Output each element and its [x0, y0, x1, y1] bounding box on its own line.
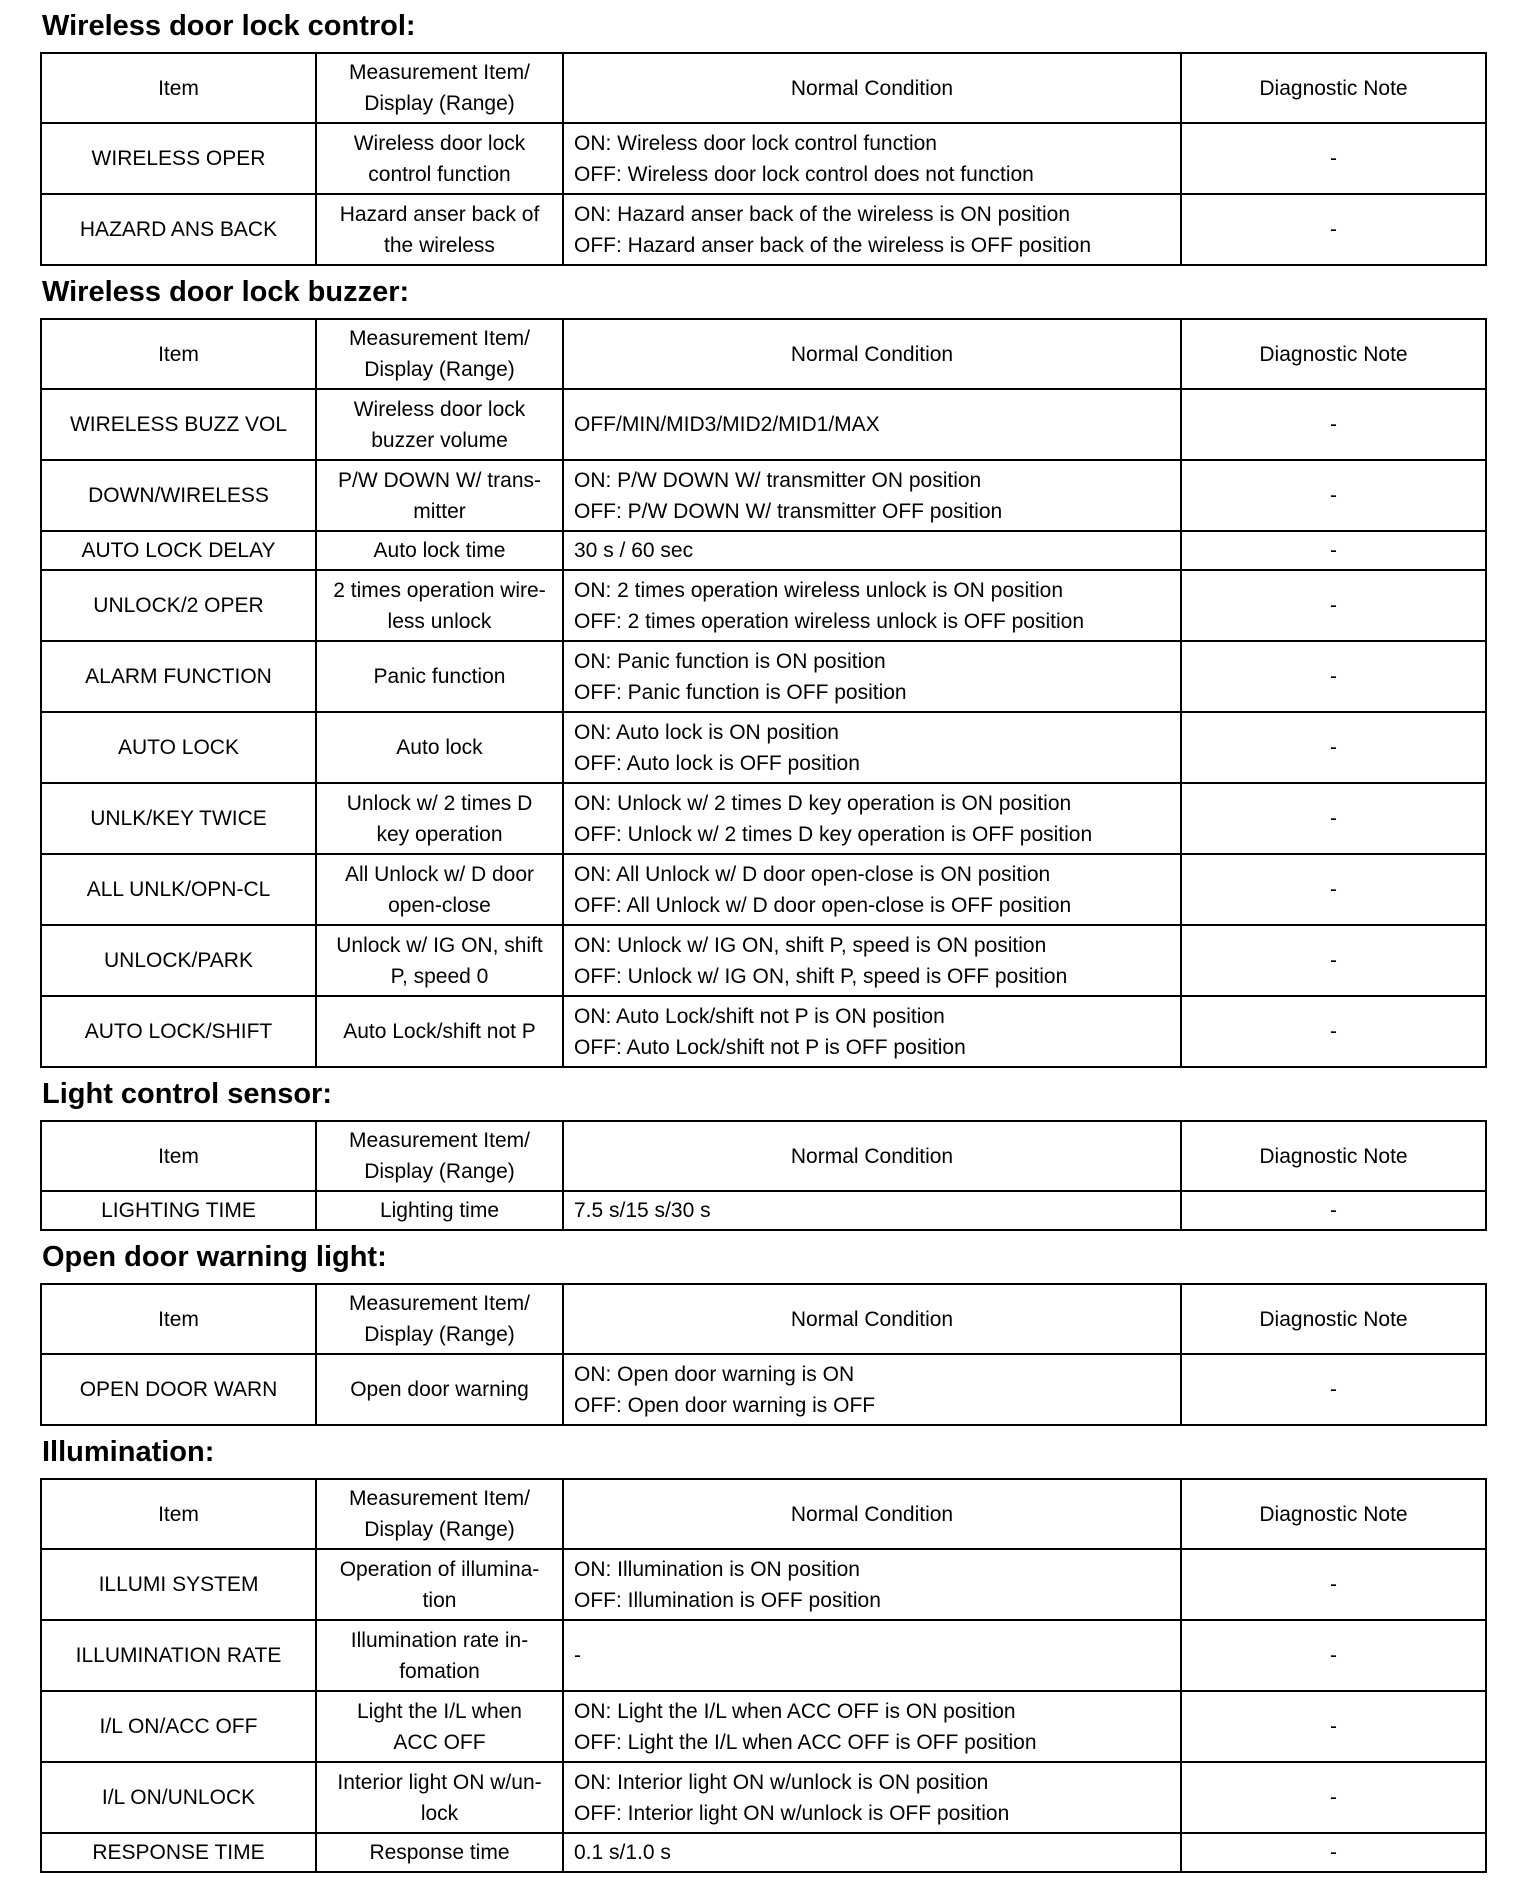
header-diagnostic-note	[1181, 319, 1486, 389]
section-title-illumination: Illumination:	[42, 1436, 215, 1468]
table-illumination	[40, 1478, 1487, 1873]
cell-line: ON: Open door warning is ON	[574, 1362, 855, 1386]
cell-normal-condition	[563, 1549, 1181, 1620]
cell-normal-condition	[563, 1191, 1181, 1230]
cell-normal-condition	[563, 1833, 1181, 1872]
header-item	[41, 319, 316, 389]
cell-measurement	[316, 712, 563, 783]
cell-diagnostic-note: -	[1181, 1691, 1486, 1762]
cell-line: OFF: Auto lock is OFF position	[574, 751, 860, 775]
cell-line: Lighting time	[379, 1199, 500, 1222]
cell-item: LIGHTING TIME	[41, 1191, 316, 1230]
cell-line: OFF: Hazard anser back of the wireless is OFF position	[574, 233, 1092, 257]
cell-line: OFF: 2 times operation wireless unlock is OFF position	[574, 609, 1085, 633]
cell-line: Panic function	[373, 665, 506, 688]
cell-line: open-close	[388, 893, 491, 917]
header-measurement	[316, 53, 563, 123]
header-line: Display (Range)	[364, 1518, 515, 1541]
section-title-open-door-warning-light: Open door warning light:	[42, 1241, 387, 1273]
cell-normal-condition	[563, 783, 1181, 854]
header-line: Measurement Item/	[349, 327, 530, 350]
cell-measurement	[316, 194, 563, 265]
cell-measurement	[316, 123, 563, 194]
cell-item: AUTO LOCK/SHIFT	[41, 996, 316, 1067]
cell-line: ON: P/W DOWN W/ transmitter ON position	[574, 468, 982, 492]
cell-measurement	[316, 783, 563, 854]
cell-diagnostic-note: -	[1181, 1833, 1486, 1872]
table-row	[41, 194, 1486, 265]
header-line: Normal Condition	[790, 1307, 954, 1331]
cell-line: OFF: Unlock w/ IG ON, shift P, speed is OFF position	[574, 964, 1068, 988]
cell-diagnostic-note: -	[1181, 1191, 1486, 1230]
header-line: Diagnostic Note	[1259, 76, 1408, 100]
header-line: Display (Range)	[364, 92, 515, 115]
table-header-row	[41, 1479, 1486, 1549]
table-row	[41, 389, 1486, 460]
cell-item: AUTO LOCK	[41, 712, 316, 783]
cell-line: OFF: Wireless door lock control does not function	[574, 162, 1034, 186]
cell-normal-condition	[563, 641, 1181, 712]
header-normal-condition	[563, 319, 1181, 389]
cell-line: mitter	[413, 499, 466, 523]
cell-diagnostic-note: -	[1181, 854, 1486, 925]
header-item	[41, 1121, 316, 1191]
cell-line: ON: Panic function is ON position	[574, 649, 886, 673]
cell-line: All Unlock w/ D door	[344, 862, 535, 886]
header-line: Item	[158, 342, 199, 366]
header-line: Diagnostic Note	[1259, 342, 1408, 366]
cell-line: Auto lock time	[373, 539, 506, 562]
header-item	[41, 53, 316, 123]
table-row	[41, 123, 1486, 194]
table-row	[41, 783, 1486, 854]
table-row	[41, 1762, 1486, 1833]
cell-line: key operation	[376, 822, 503, 846]
cell-line: Illumination rate in-	[350, 1628, 529, 1652]
cell-line: OFF: Unlock w/ 2 times D key operation is OFF position	[574, 822, 1093, 846]
table-header-row	[41, 1284, 1486, 1354]
cell-line: ON: Auto Lock/shift not P is ON position	[574, 1004, 945, 1028]
header-line: Measurement Item/	[349, 1487, 530, 1510]
cell-line: 2 times operation wire-	[333, 578, 546, 602]
cell-item: ILLUMINATION RATE	[41, 1620, 316, 1691]
table-row	[41, 712, 1486, 783]
cell-line: OFF: Interior light ON w/unlock is OFF position	[574, 1801, 1010, 1825]
table-open-door-warning-light	[40, 1283, 1487, 1426]
cell-item: WIRELESS BUZZ VOL	[41, 389, 316, 460]
header-line: Display (Range)	[364, 1160, 515, 1183]
cell-item: WIRELESS OPER	[41, 123, 316, 194]
cell-line: Auto Lock/shift not P	[343, 1020, 536, 1043]
cell-line: ON: All Unlock w/ D door open-close is ON position	[574, 862, 1051, 886]
header-line: Measurement Item/	[349, 61, 530, 84]
cell-normal-condition	[563, 460, 1181, 531]
table-row	[41, 531, 1486, 570]
cell-line: ON: Hazard anser back of the wireless is ON position	[574, 202, 1071, 226]
cell-diagnostic-note: -	[1181, 925, 1486, 996]
header-line: Normal Condition	[790, 1144, 954, 1168]
cell-line: OFF: Light the I/L when ACC OFF is OFF position	[574, 1730, 1037, 1754]
table-row	[41, 1354, 1486, 1425]
cell-normal-condition	[563, 389, 1181, 460]
cell-line: Interior light ON w/un-	[337, 1770, 542, 1794]
header-line: Measurement Item/	[349, 1129, 530, 1152]
cell-diagnostic-note: -	[1181, 1549, 1486, 1620]
cell-item: DOWN/WIRELESS	[41, 460, 316, 531]
cell-line: ON: Interior light ON w/unlock is ON position	[574, 1770, 989, 1794]
cell-line: Hazard anser back of	[339, 202, 540, 226]
cell-line: ON: Auto lock is ON position	[574, 720, 839, 744]
cell-item: UNLOCK/PARK	[41, 925, 316, 996]
cell-item: ALL UNLK/OPN-CL	[41, 854, 316, 925]
cell-diagnostic-note: -	[1181, 641, 1486, 712]
cell-measurement	[316, 1191, 563, 1230]
cell-measurement	[316, 641, 563, 712]
cell-normal-condition	[563, 712, 1181, 783]
header-diagnostic-note	[1181, 1479, 1486, 1549]
cell-line: Operation of illumina-	[339, 1557, 540, 1581]
cell-diagnostic-note: -	[1181, 531, 1486, 570]
cell-measurement	[316, 1620, 563, 1691]
table-header-row	[41, 1121, 1486, 1191]
document-page	[40, 0, 1485, 1873]
cell-line: Response time	[369, 1841, 510, 1864]
header-normal-condition	[563, 53, 1181, 123]
cell-measurement	[316, 1762, 563, 1833]
cell-item: OPEN DOOR WARN	[41, 1354, 316, 1425]
cell-line: OFF: Illumination is OFF position	[574, 1588, 881, 1612]
cell-measurement	[316, 925, 563, 996]
table-row	[41, 641, 1486, 712]
cell-measurement	[316, 460, 563, 531]
header-item	[41, 1479, 316, 1549]
header-line: Measurement Item/	[349, 1292, 530, 1315]
table-row	[41, 570, 1486, 641]
cell-line: Wireless door lock	[353, 397, 526, 421]
cell-normal-condition	[563, 1620, 1181, 1691]
cell-line: P/W DOWN W/ trans-	[338, 468, 541, 492]
table-wireless-door-lock-buzzer	[40, 318, 1487, 1068]
section-title-wireless-door-lock-control: Wireless door lock control:	[42, 10, 416, 42]
cell-line: control function	[368, 162, 511, 186]
table-wireless-door-lock-control	[40, 52, 1487, 266]
header-measurement	[316, 319, 563, 389]
cell-normal-condition	[563, 123, 1181, 194]
cell-normal-condition	[563, 925, 1181, 996]
header-line: Display (Range)	[364, 358, 515, 381]
header-line: Diagnostic Note	[1259, 1307, 1408, 1331]
header-line: Normal Condition	[790, 1502, 954, 1526]
table-header-row	[41, 53, 1486, 123]
cell-line: lock	[420, 1801, 459, 1825]
header-line: Normal Condition	[790, 76, 954, 100]
cell-diagnostic-note: -	[1181, 1354, 1486, 1425]
cell-normal-condition	[563, 1762, 1181, 1833]
cell-line: Wireless door lock	[353, 131, 526, 155]
header-normal-condition	[563, 1479, 1181, 1549]
header-item	[41, 1284, 316, 1354]
cell-line: P, speed 0	[390, 964, 489, 988]
header-normal-condition	[563, 1284, 1181, 1354]
section-title-light-control-sensor: Light control sensor:	[42, 1078, 332, 1110]
cell-item: I/L ON/ACC OFF	[41, 1691, 316, 1762]
cell-line: ON: Wireless door lock control function	[574, 131, 937, 155]
cell-diagnostic-note: -	[1181, 570, 1486, 641]
cell-normal-condition	[563, 531, 1181, 570]
cell-item: ILLUMI SYSTEM	[41, 1549, 316, 1620]
header-diagnostic-note	[1181, 1121, 1486, 1191]
cell-line: ON: 2 times operation wireless unlock is ON position	[574, 578, 1064, 602]
cell-measurement	[316, 389, 563, 460]
cell-item: UNLOCK/2 OPER	[41, 570, 316, 641]
header-line: Item	[158, 1144, 199, 1168]
header-measurement	[316, 1121, 563, 1191]
cell-line: Light the I/L when	[356, 1699, 522, 1723]
header-line: Item	[158, 1502, 199, 1526]
cell-normal-condition	[563, 1691, 1181, 1762]
table-row	[41, 1549, 1486, 1620]
cell-measurement	[316, 1354, 563, 1425]
cell-item: UNLK/KEY TWICE	[41, 783, 316, 854]
cell-item: ALARM FUNCTION	[41, 641, 316, 712]
cell-line: Unlock w/ IG ON, shift	[336, 933, 543, 957]
cell-diagnostic-note: -	[1181, 783, 1486, 854]
cell-line: ON: Unlock w/ 2 times D key operation is ON position	[574, 791, 1072, 815]
cell-item: AUTO LOCK DELAY	[41, 531, 316, 570]
cell-line: Open door warning	[350, 1378, 529, 1401]
cell-line: OFF: P/W DOWN W/ transmitter OFF position	[574, 499, 1003, 523]
cell-line: less unlock	[387, 609, 492, 633]
cell-normal-condition	[563, 854, 1181, 925]
cell-measurement	[316, 570, 563, 641]
table-row	[41, 854, 1486, 925]
cell-line: ACC OFF	[393, 1730, 486, 1754]
table-row	[41, 1191, 1486, 1230]
table-header-row	[41, 319, 1486, 389]
cell-line: ON: Light the I/L when ACC OFF is ON position	[574, 1699, 1016, 1723]
table-row	[41, 925, 1486, 996]
header-line: Diagnostic Note	[1259, 1144, 1408, 1168]
header-normal-condition	[563, 1121, 1181, 1191]
cell-normal-condition	[563, 570, 1181, 641]
cell-measurement	[316, 854, 563, 925]
cell-line: 30 s / 60 sec	[574, 539, 694, 562]
cell-normal-condition	[563, 194, 1181, 265]
cell-measurement	[316, 1549, 563, 1620]
table-row	[41, 996, 1486, 1067]
cell-item: I/L ON/UNLOCK	[41, 1762, 316, 1833]
cell-line: the wireless	[384, 233, 495, 257]
table-row	[41, 460, 1486, 531]
cell-measurement	[316, 531, 563, 570]
cell-line: 0.1 s/1.0 s	[574, 1841, 671, 1864]
cell-line: fomation	[399, 1659, 480, 1683]
table-row	[41, 1833, 1486, 1872]
header-measurement	[316, 1284, 563, 1354]
cell-line: OFF/MIN/MID3/MID2/MID1/MAX	[574, 413, 880, 436]
header-line: Normal Condition	[790, 342, 954, 366]
cell-diagnostic-note: -	[1181, 712, 1486, 783]
cell-line: OFF: All Unlock w/ D door open-close is OFF position	[574, 893, 1072, 917]
cell-normal-condition	[563, 996, 1181, 1067]
cell-line: 7.5 s/15 s/30 s	[574, 1199, 711, 1222]
cell-diagnostic-note: -	[1181, 123, 1486, 194]
table-row	[41, 1691, 1486, 1762]
header-diagnostic-note	[1181, 53, 1486, 123]
cell-diagnostic-note: -	[1181, 389, 1486, 460]
table-light-control-sensor	[40, 1120, 1487, 1231]
cell-line: Unlock w/ 2 times D	[346, 791, 533, 815]
cell-line: OFF: Panic function is OFF position	[574, 680, 907, 704]
table-row	[41, 1620, 1486, 1691]
cell-line: tion	[422, 1588, 457, 1612]
cell-measurement	[316, 996, 563, 1067]
cell-line: Auto lock	[396, 736, 483, 759]
cell-diagnostic-note: -	[1181, 1762, 1486, 1833]
cell-measurement	[316, 1833, 563, 1872]
header-line: Display (Range)	[364, 1323, 515, 1346]
cell-line: ON: Illumination is ON position	[574, 1557, 860, 1581]
header-line: Item	[158, 76, 199, 100]
cell-normal-condition	[563, 1354, 1181, 1425]
cell-line: ON: Unlock w/ IG ON, shift P, speed is ON position	[574, 933, 1047, 957]
header-measurement	[316, 1479, 563, 1549]
cell-line: -	[574, 1644, 581, 1667]
cell-item: RESPONSE TIME	[41, 1833, 316, 1872]
section-title-wireless-door-lock-buzzer: Wireless door lock buzzer:	[42, 276, 410, 308]
cell-line: buzzer volume	[371, 428, 508, 452]
cell-diagnostic-note: -	[1181, 194, 1486, 265]
cell-line: OFF: Open door warning is OFF	[574, 1393, 876, 1417]
cell-diagnostic-note: -	[1181, 996, 1486, 1067]
header-line: Diagnostic Note	[1259, 1502, 1408, 1526]
cell-line: OFF: Auto Lock/shift not P is OFF position	[574, 1035, 966, 1059]
header-diagnostic-note	[1181, 1284, 1486, 1354]
header-line: Item	[158, 1307, 199, 1331]
cell-item: HAZARD ANS BACK	[41, 194, 316, 265]
cell-measurement	[316, 1691, 563, 1762]
cell-diagnostic-note: -	[1181, 460, 1486, 531]
cell-diagnostic-note: -	[1181, 1620, 1486, 1691]
